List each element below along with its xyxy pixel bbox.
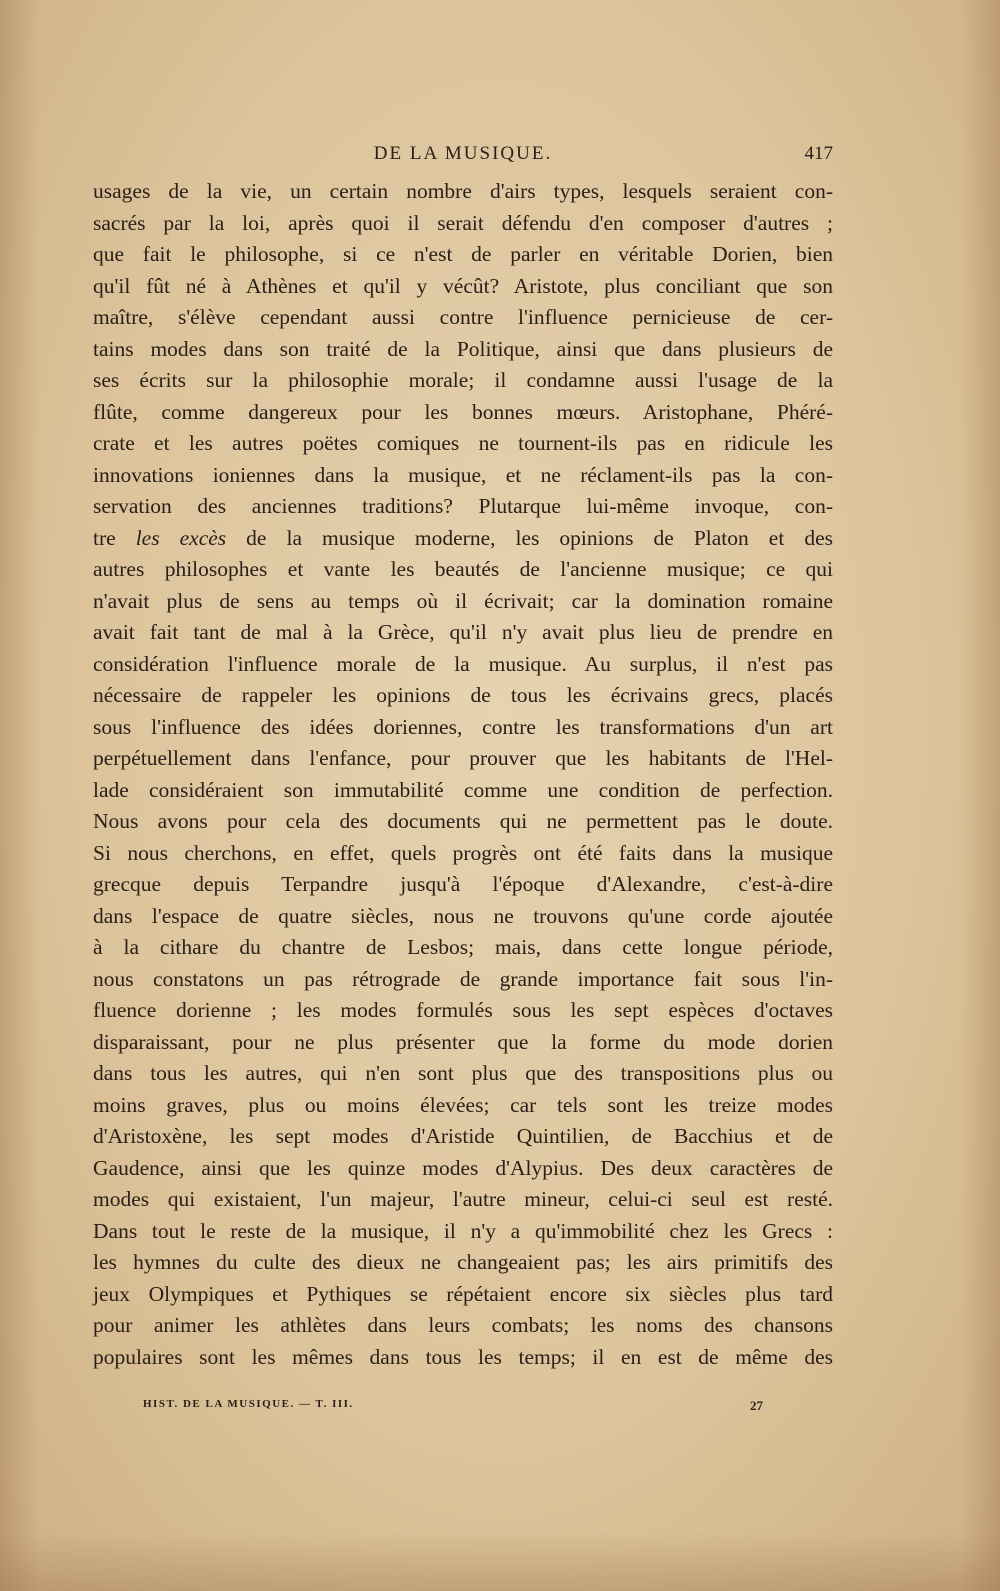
text-line: à la cithare du chantre de Lesbos; mais, dans cette longue période,: [93, 935, 833, 959]
line-suffix: de la musique moderne, les opinions de Platon et des: [226, 525, 833, 550]
text-line: dans tous les autres, qui n'en sont plus que des transpositions plus ou: [93, 1061, 833, 1085]
page-shadow-left: [0, 0, 40, 1591]
text-line: disparaissant, pour ne plus présenter que la forme du mode dorien: [93, 1029, 833, 1054]
text-line: d'Aristoxène, les sept modes d'Aristide Quintilien, de Bacchius et de: [93, 1124, 833, 1148]
signature-number: 27: [750, 1398, 763, 1413]
text-line: sous l'influence des idées doriennes, contre les transformations d'un art: [93, 714, 833, 739]
text-line: nous constatons un pas rétrograde de grande importance fait sous l'in-: [93, 966, 833, 991]
text-line: qu'il fût né à Athènes et qu'il y vécût? Aristote, plus conciliant que son: [93, 273, 833, 298]
text-line: crate et les autres poëtes comiques ne tournent-ils pas en ridicule les: [93, 431, 833, 455]
page-shadow-right: [960, 0, 1000, 1591]
text-line: servation des anciennes traditions? Plutarque lui-même invoque, con-: [93, 494, 833, 518]
page-number: 417: [804, 143, 833, 164]
page-shadow-bottom: [0, 1531, 1000, 1591]
text-line: considération l'influence morale de la musique. Au surplus, il n'est pas: [93, 651, 833, 676]
text-line: lade considéraient son immutabilité comme une condition de perfection.: [93, 777, 833, 802]
text-line: nécessaire de rappeler les opinions de tous les écrivains grecs, placés: [93, 683, 833, 707]
text-line: n'avait plus de sens au temps où il écrivait; car la domination romaine: [93, 588, 833, 613]
running-head: [93, 143, 833, 169]
text-line: perpétuellement dans l'enfance, pour prouver que les habitants de l'Hel-: [93, 746, 833, 770]
text-line: fluence dorienne ; les modes formulés sous les sept espèces d'octaves: [93, 998, 833, 1022]
text-line: populaires sont les mêmes dans tous les temps; il en est de même des: [93, 1344, 833, 1369]
text-line: Si nous cherchons, en effet, quels progrès ont été faits dans la musique: [93, 840, 833, 865]
text-line: les hymnes du culte des dieux ne changeaient pas; les airs primitifs des: [93, 1250, 833, 1274]
text-line: maître, s'élève cependant aussi contre l'influence pernicieuse de cer-: [93, 305, 833, 329]
text-line: que fait le philosophe, si ce n'est de parler en véritable Dorien, bien: [93, 242, 833, 266]
text-line: Dans tout le reste de la musique, il n'y a qu'immobilité chez les Grecs :: [93, 1218, 833, 1243]
text-line: dans l'espace de quatre siècles, nous ne trouvons qu'une corde ajoutée: [93, 903, 833, 928]
text-line: autres philosophes et vante les beautés de l'ancienne musique; ce qui: [93, 557, 833, 581]
italic-phrase: les excès: [135, 525, 227, 550]
body-text: [93, 176, 833, 1373]
text-line: Gaudence, ainsi que les quinze modes d'Alypius. Des deux caractères de: [93, 1155, 833, 1180]
text-line: ses écrits sur la philosophie morale; il condamne aussi l'usage de la: [93, 368, 833, 392]
signature-line: [143, 1398, 763, 1420]
text-line: modes qui existaient, l'un majeur, l'autre mineur, celui-ci seul est resté.: [93, 1187, 833, 1211]
running-title: DE LA MUSIQUE.: [373, 143, 553, 164]
text-line: innovations ioniennes dans la musique, et ne réclament-ils pas la con-: [93, 462, 833, 487]
signature-mark: HIST. DE LA MUSIQUE. — T. III.: [143, 1398, 354, 1410]
text-line: jeux Olympiques et Pythiques se répétaient encore six siècles plus tard: [93, 1281, 833, 1306]
text-line: moins graves, plus ou moins élevées; car tels sont les treize modes: [93, 1092, 833, 1117]
text-line: tains modes dans son traité de la Politique, ainsi que dans plusieurs de: [93, 336, 833, 361]
text-line-with-italic: [93, 523, 833, 555]
text-line: usages de la vie, un certain nombre d'airs types, lesquels seraient con-: [93, 179, 833, 203]
text-line: flûte, comme dangereux pour les bonnes mœurs. Aristophane, Phéré-: [93, 399, 833, 424]
line-prefix: tre: [93, 525, 136, 550]
text-line: sacrés par la loi, après quoi il serait défendu d'en composer d'autres ;: [93, 210, 833, 235]
text-line: grecque depuis Terpandre jusqu'à l'époque d'Alexandre, c'est-à-dire: [93, 872, 833, 896]
text-line: avait fait tant de mal à la Grèce, qu'il n'y avait plus lieu de prendre en: [93, 620, 833, 644]
text-line: pour animer les athlètes dans leurs combats; les noms des chansons: [93, 1313, 833, 1337]
text-line: Nous avons pour cela des documents qui ne permettent pas le doute.: [93, 809, 833, 833]
